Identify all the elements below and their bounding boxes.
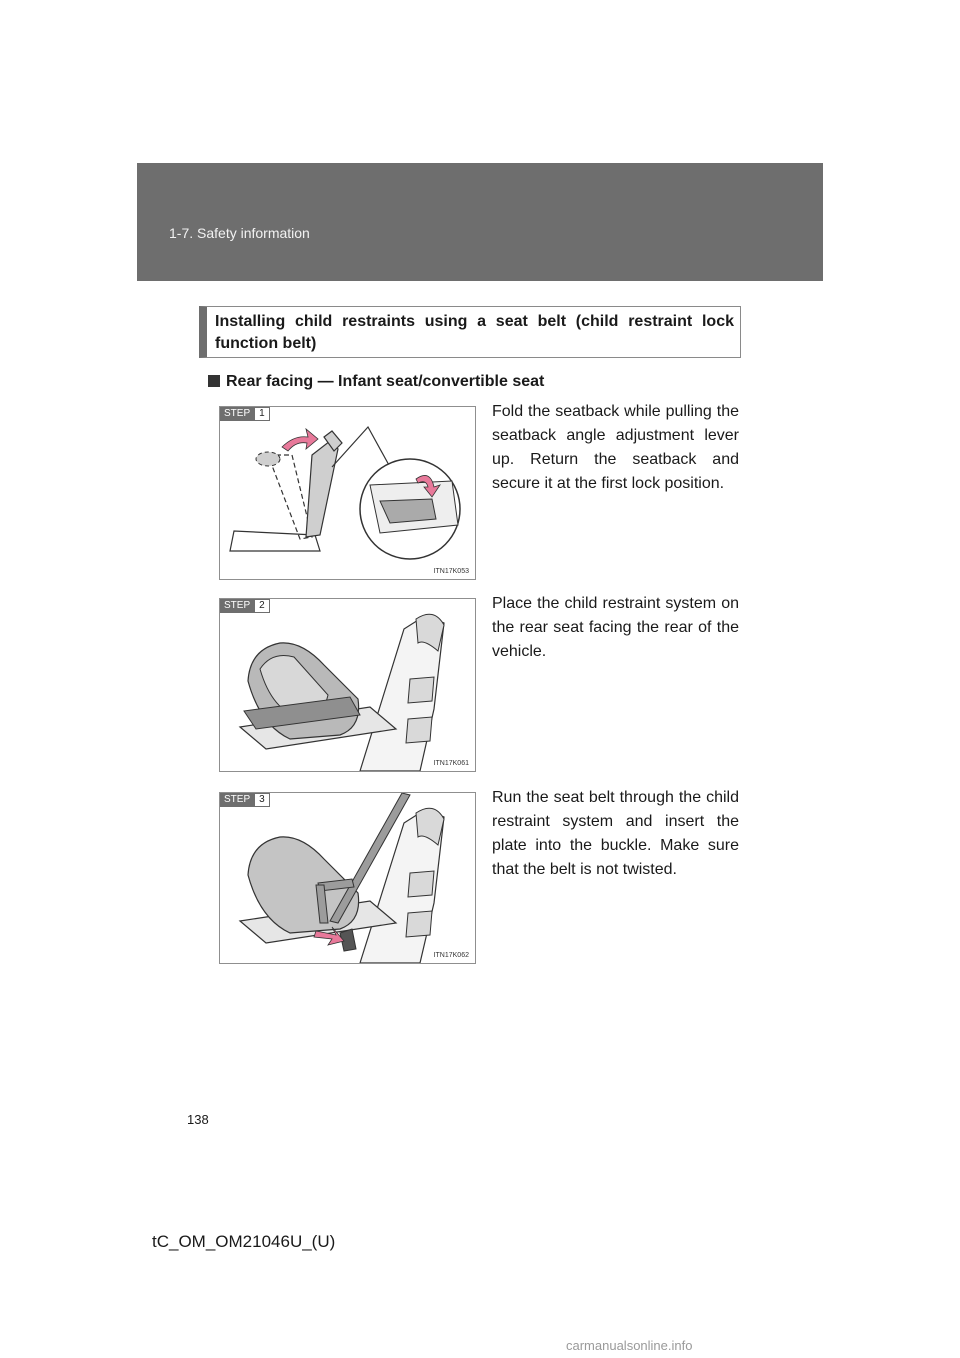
seat-belt-routing-illustration bbox=[220, 793, 476, 964]
step3-text: Run the seat belt through the child restraint system and insert the plate into the buckle. Make sure that the belt is not twisted. bbox=[492, 789, 739, 878]
figure-code: ITN17K053 bbox=[433, 568, 469, 575]
section-title: 1-7. Safety information bbox=[169, 225, 310, 241]
subheading-dash: — bbox=[317, 373, 334, 390]
page-number: 138 bbox=[187, 1112, 209, 1127]
step1-text: Fold the seatback while pulling the seatback angle adjustment lever up. Return the seatback and secure it at the first lock position. bbox=[492, 403, 739, 492]
header-band bbox=[137, 163, 823, 281]
step3-tag bbox=[220, 793, 270, 807]
step2-illustration bbox=[219, 598, 476, 772]
child-seat-placement-illustration bbox=[220, 599, 476, 772]
step-tag-word: STEP bbox=[220, 407, 254, 421]
step1-tag bbox=[220, 407, 270, 421]
step-tag-number: 2 bbox=[254, 599, 270, 613]
seat-fold-illustration bbox=[220, 407, 476, 580]
watermark: carmanualsonline.info bbox=[566, 1338, 693, 1353]
step-tag-number: 3 bbox=[254, 793, 270, 807]
subheading-part2: Infant seat/convertible seat bbox=[338, 373, 545, 390]
topic-heading: Installing child restraints using a seat belt (child restraint lock function belt) bbox=[215, 313, 734, 352]
step3-illustration bbox=[219, 792, 476, 964]
step2-text: Place the child restraint system on the rear seat facing the rear of the vehicle. bbox=[492, 595, 739, 660]
step-tag-number: 1 bbox=[254, 407, 270, 421]
figure-code: ITN17K062 bbox=[433, 952, 469, 959]
step1-illustration bbox=[219, 406, 476, 580]
step-tag-word: STEP bbox=[220, 599, 254, 613]
document-code: tC_OM_OM21046U_(U) bbox=[152, 1232, 336, 1251]
subheading-part1: Rear facing bbox=[226, 373, 314, 390]
subheading bbox=[208, 373, 544, 391]
step-tag-word: STEP bbox=[220, 793, 254, 807]
step2-tag bbox=[220, 599, 270, 613]
figure-code: ITN17K061 bbox=[433, 760, 469, 767]
topic-heading-box bbox=[199, 306, 741, 358]
square-bullet-icon bbox=[208, 375, 220, 387]
